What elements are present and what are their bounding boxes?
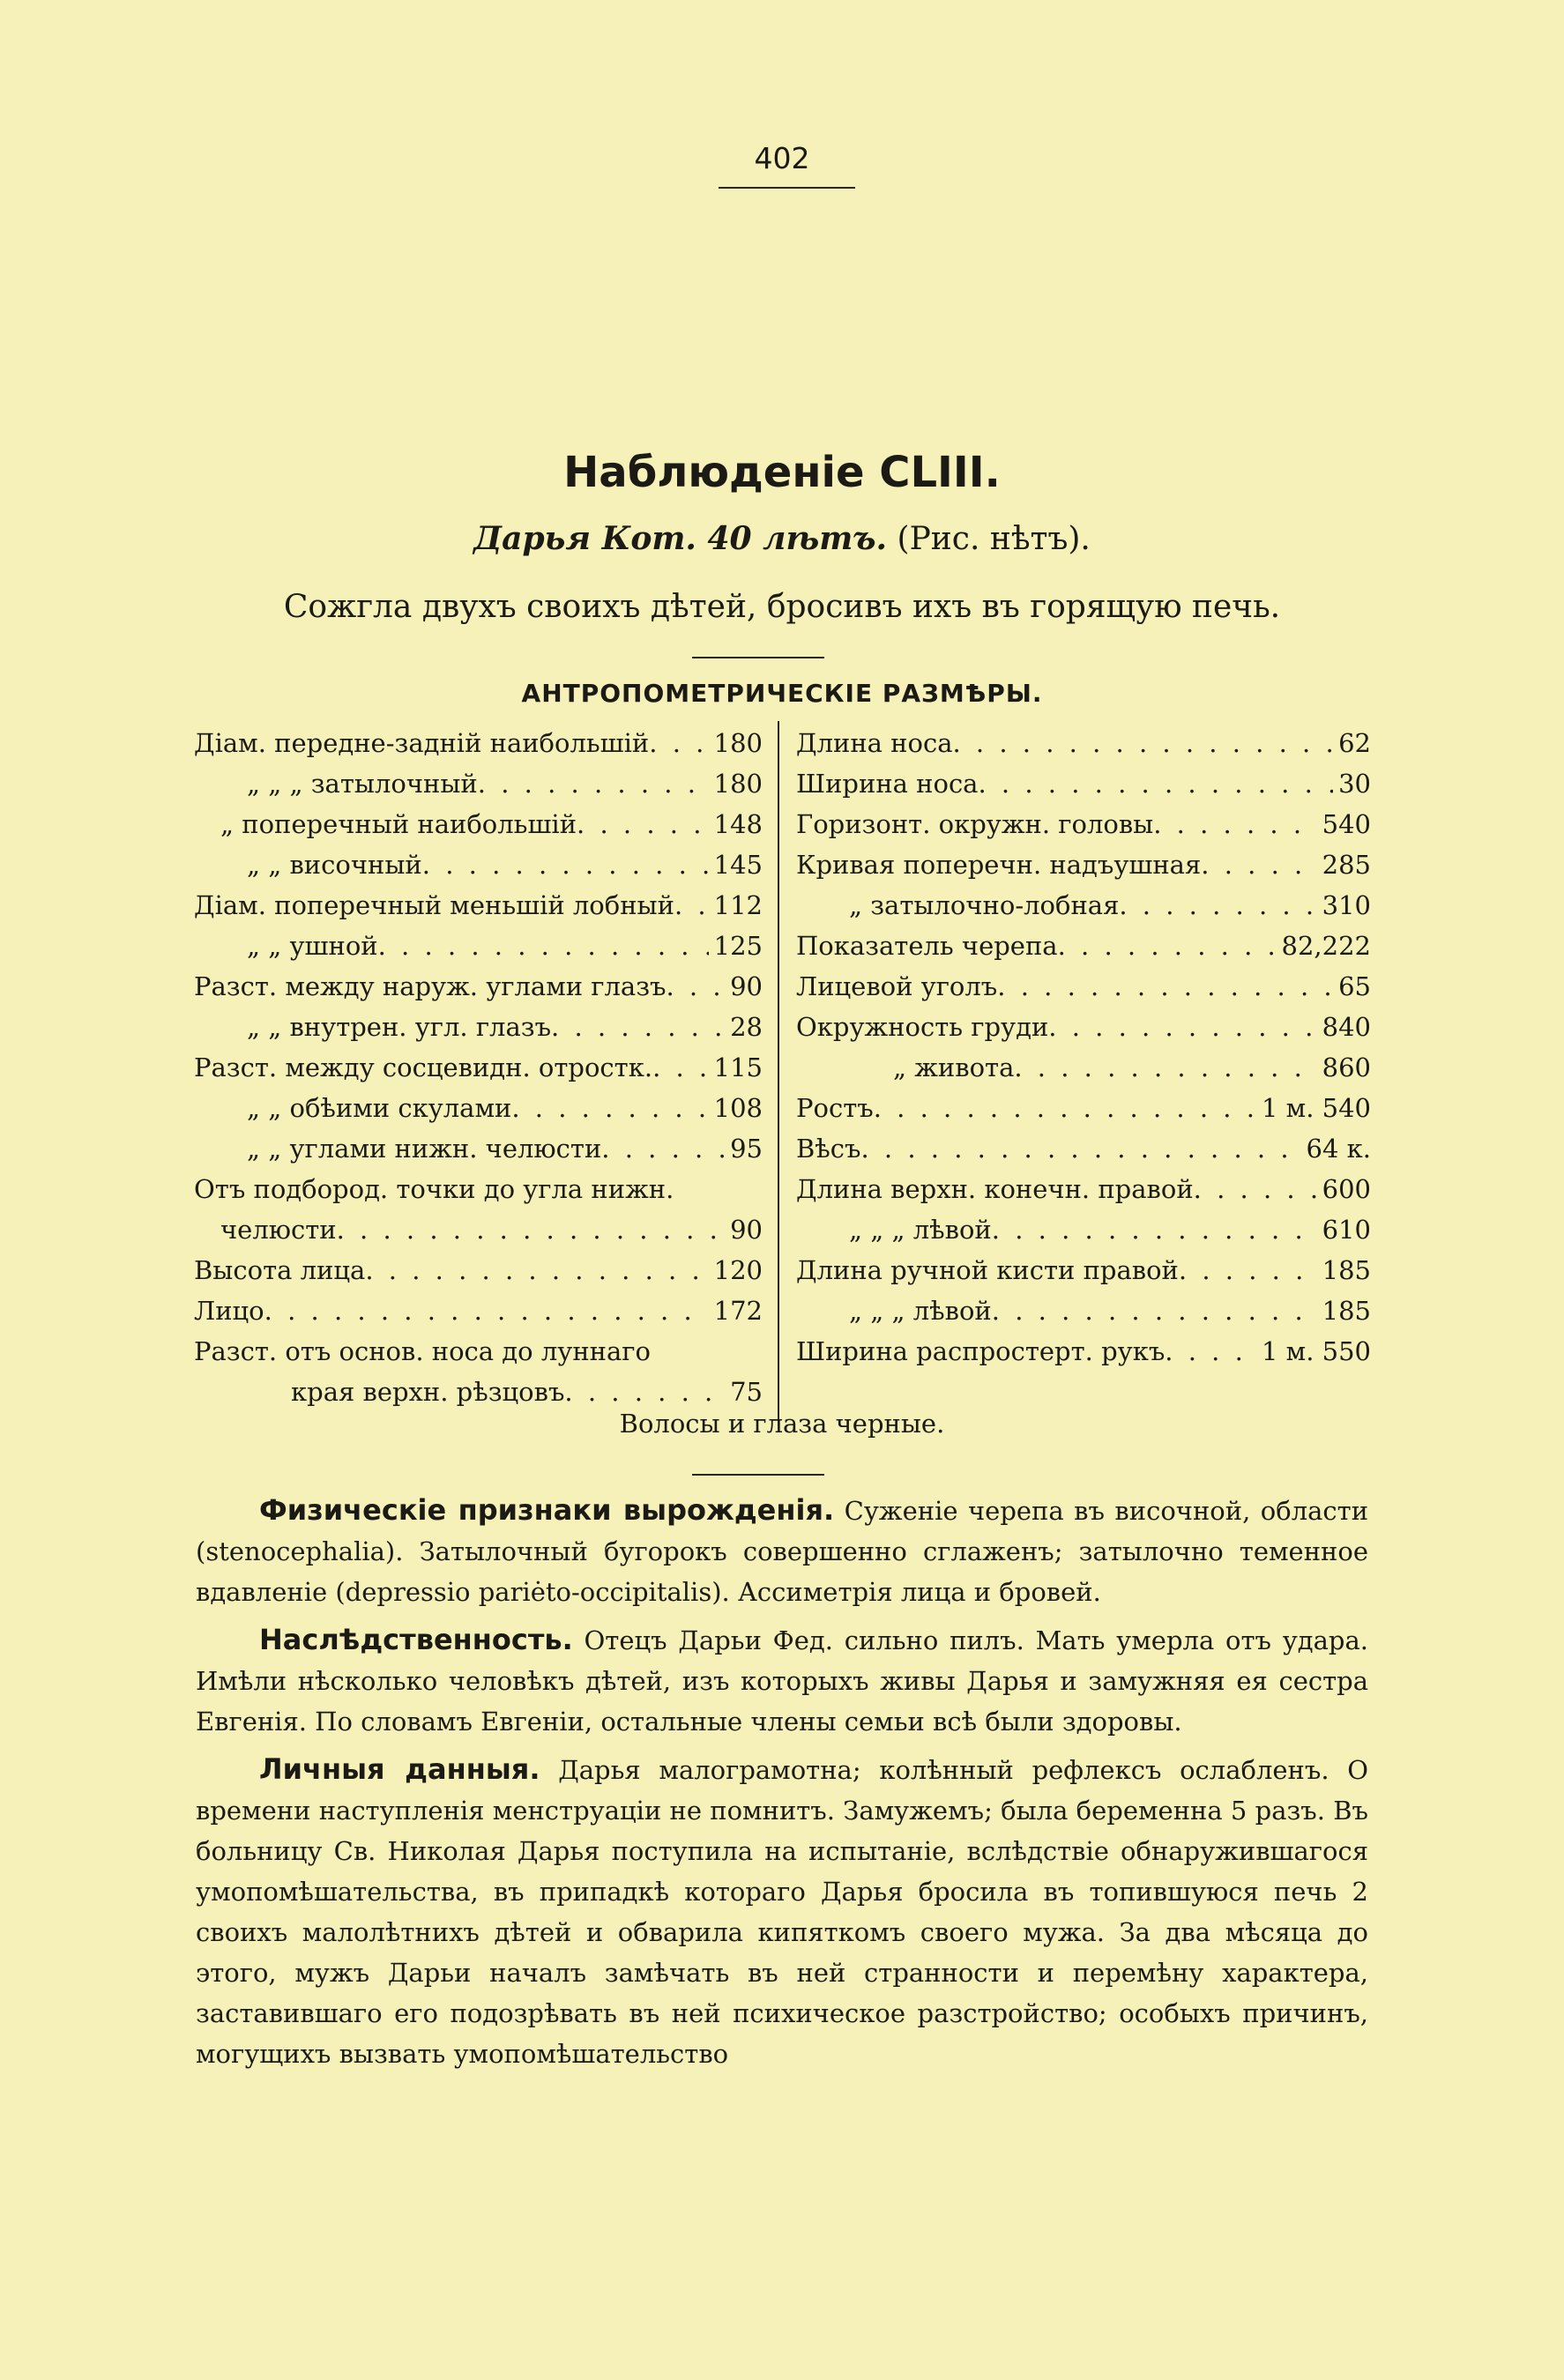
leader-dots: [649, 723, 708, 763]
measure-value: 125: [713, 931, 763, 961]
measure-row: [194, 1169, 763, 1209]
measure-label: Лицо: [194, 1296, 264, 1326]
measure-label: челюсти: [220, 1215, 337, 1245]
measure-row: [194, 1128, 763, 1169]
leader-dots: [874, 1088, 1256, 1128]
leader-dots: [1179, 1250, 1317, 1290]
leader-dots: [652, 1047, 709, 1088]
measure-row: [796, 1290, 1371, 1331]
measure-label: „ „ „ лѣвой: [849, 1215, 992, 1245]
measure-value: 112: [713, 890, 763, 920]
measure-label: края верхн. рѣзцовъ: [291, 1377, 565, 1407]
patient-name: Дарья Кот. 40 лѣтъ.: [473, 520, 888, 557]
measure-row: [796, 1250, 1371, 1290]
measure-row: [796, 1088, 1371, 1128]
leader-dots: [378, 926, 709, 966]
measure-label: „ „ височный: [247, 850, 422, 880]
leader-dots: [992, 1290, 1317, 1331]
measure-row: [194, 1047, 763, 1088]
leader-dots: [422, 844, 709, 885]
measure-label: Длина ручной кисти правой: [796, 1255, 1179, 1285]
section-heading: Физическіе признаки вырожденія.: [259, 1493, 835, 1527]
measure-label: „ „ внутрен. угл. глазъ: [247, 1012, 552, 1042]
measure-value: 145: [713, 850, 763, 880]
measure-label: Ширина распростерт. рукъ: [796, 1336, 1166, 1366]
measure-row: [194, 1290, 763, 1331]
measure-value: 115: [713, 1052, 763, 1082]
leader-dots: [997, 966, 1333, 1007]
leader-dots: [1153, 804, 1316, 844]
leader-dots: [564, 1372, 725, 1412]
measure-row: [194, 844, 763, 885]
section-heading: Наслѣдственность.: [259, 1623, 573, 1656]
measure-row: [796, 1331, 1371, 1372]
measure-value: 95: [730, 1134, 763, 1164]
observation-subtitle: [0, 520, 1564, 557]
paragraph-degeneration: [196, 1490, 1368, 1612]
measure-value: 180: [713, 728, 763, 758]
right-measurements: [796, 723, 1371, 1372]
measure-value: 185: [1322, 1255, 1371, 1285]
leader-dots: [601, 1128, 725, 1169]
measure-label: „ „ ушной: [247, 931, 378, 961]
measure-value: 82,222: [1281, 931, 1371, 961]
hair-eyes-note: Волосы и глаза черные.: [619, 1409, 945, 1439]
measure-row: [194, 1209, 763, 1250]
leader-dots: [1201, 844, 1316, 885]
section-heading: Личныя данныя.: [259, 1752, 540, 1786]
body-text: [196, 1490, 1368, 2081]
leader-dots: [264, 1290, 709, 1331]
measure-value: 65: [1338, 971, 1371, 1001]
measure-label: Отъ подбород. точки до угла нижн.: [194, 1174, 674, 1204]
measure-value: 148: [713, 809, 763, 839]
measure-row: [796, 1209, 1371, 1250]
observation-title: Наблюденіе CLIII.: [563, 448, 1001, 497]
measure-value: 185: [1322, 1296, 1371, 1326]
leader-dots: [978, 763, 1333, 804]
measure-row: [796, 1007, 1371, 1047]
measure-label: „ „ обѣими скулами: [247, 1093, 512, 1123]
measure-label: „ поперечный наибольшій: [220, 809, 577, 839]
measure-row: [796, 763, 1371, 804]
measure-value: 285: [1322, 850, 1371, 880]
measure-row: [796, 804, 1371, 844]
leader-dots: [1119, 885, 1316, 926]
measure-label: Діам. поперечный меньшій лобный: [194, 890, 674, 920]
measure-value: 64 к.: [1306, 1134, 1371, 1164]
measure-value: 28: [730, 1012, 763, 1042]
section-rule: [692, 1474, 824, 1476]
measure-row: [796, 723, 1371, 763]
measure-value: 75: [730, 1377, 763, 1407]
measure-value: 108: [713, 1093, 763, 1123]
heading-rule: [692, 657, 824, 658]
measure-label: Кривая поперечн. надъушная: [796, 850, 1202, 880]
measure-value: 62: [1338, 728, 1371, 758]
measure-value: 90: [730, 1215, 763, 1245]
measure-row: [796, 1047, 1371, 1088]
measure-row: [194, 885, 763, 926]
leader-dots: [365, 1250, 708, 1290]
measure-label: Высота лица: [194, 1255, 366, 1285]
measure-label: Длина носа: [796, 728, 953, 758]
measure-label: Вѣсъ: [796, 1134, 861, 1164]
paragraph-text: Суженіе черепа въ височной, области (stenocephalia). Затылочный бугорокъ совершенно сглаженъ; затылочно теменное вдавленіе (depressio pariėto-occipitalis). Ассиметрія лица и бровей.: [196, 1496, 1369, 1607]
measure-value: 1 м. 550: [1261, 1336, 1371, 1366]
measure-value: 860: [1322, 1052, 1371, 1082]
measure-row: [796, 926, 1371, 966]
measure-row: [796, 844, 1371, 885]
measure-label: „ затылочно-лобная: [849, 890, 1120, 920]
leader-dots: [952, 723, 1333, 763]
leader-dots: [666, 966, 725, 1007]
measure-value: 180: [713, 769, 763, 799]
leader-dots: [337, 1209, 725, 1250]
leader-dots: [1194, 1169, 1317, 1209]
measure-label: Ширина носа: [796, 769, 979, 799]
left-measurements: [194, 723, 763, 1412]
measure-value: 1 м. 540: [1261, 1093, 1371, 1123]
measure-row: [194, 1250, 763, 1290]
measure-row: [796, 1169, 1371, 1209]
measure-row: [194, 763, 763, 804]
leader-dots: [478, 763, 709, 804]
figure-note: (Рис. нѣтъ).: [897, 521, 1091, 557]
paragraph-personal: [196, 1749, 1368, 2074]
measure-label: „ живота: [893, 1052, 1015, 1082]
measure-label: „ „ углами нижн. челюсти: [247, 1134, 602, 1164]
measure-row: [796, 966, 1371, 1007]
measure-value: 600: [1322, 1174, 1371, 1204]
leader-dots: [1058, 926, 1277, 966]
leader-dots: [1165, 1331, 1256, 1372]
measure-label: Показатель черепа: [796, 931, 1058, 961]
measure-value: 90: [730, 971, 763, 1001]
anthropometry-heading: АНТРОПОМЕТРИЧЕСКІЕ РАЗМѢРЫ.: [521, 679, 1043, 708]
page-number: 402: [754, 141, 810, 175]
measure-label: „ „ „ лѣвой: [849, 1296, 992, 1326]
measure-label: Длина верхн. конечн. правой: [796, 1174, 1194, 1204]
measure-row: [194, 1088, 763, 1128]
paragraph-heredity: [196, 1619, 1368, 1742]
measure-label: Окружность груди: [796, 1012, 1049, 1042]
measure-row: [194, 966, 763, 1007]
measure-row: [796, 1128, 1371, 1169]
measure-value: 172: [713, 1296, 763, 1326]
column-divider: [778, 721, 779, 1426]
paragraph-text: Отецъ Дарьи Фед. сильно пилъ. Мать умерла отъ удара. Имѣли нѣсколько человѣкъ дѣтей, изъ которыхъ живы Дарья и замужняя ея сестра Евгенія. По словамъ Евгеніи, остальные члены семьи всѣ были здоровы.: [196, 1625, 1368, 1737]
leader-dots: [511, 1088, 708, 1128]
measure-value: 310: [1322, 890, 1371, 920]
measure-value: 840: [1322, 1012, 1371, 1042]
measure-row: [796, 885, 1371, 926]
measure-value: 30: [1338, 769, 1371, 799]
paragraph-text: Дарья малограмотна; колѣнный рефлексъ ослабленъ. О времени наступленія менструаціи не помнитъ. Замужемъ; была беременна 5 разъ. Въ больницу Св. Николая Дарья поступила на испытаніе, вслѣдствіе обнаружившагося умопомѣшательства, въ припадкѣ котораго Дарья бросила въ топившуюся печь 2 своихъ малолѣтнихъ дѣтей и обварила кипяткомъ своего мужа. За два мѣсяца до этого, мужъ Дарьи началъ замѣчать въ ней странности и перемѣну характера, заставившаго его подозрѣвать въ ней психическое разстройство; особыхъ причинъ, могущихъ вызвать умопомѣшательство: [196, 1755, 1369, 2069]
measure-label: Лицевой уголъ: [796, 971, 998, 1001]
measure-value: 120: [713, 1255, 763, 1285]
measure-row: [194, 804, 763, 844]
measure-row: [194, 1331, 763, 1372]
measure-label: Разст. отъ основ. носа до луннаго: [194, 1336, 651, 1366]
leader-dots: [861, 1128, 1301, 1169]
leader-dots: [577, 804, 709, 844]
measure-row: [194, 723, 763, 763]
measure-label: Горизонт. окружн. головы: [796, 809, 1154, 839]
leader-dots: [551, 1007, 725, 1047]
measure-label: Діам. передне-задній наибольшій: [194, 728, 650, 758]
measure-label: Разст. между сосцевидн. отростк.: [194, 1052, 653, 1082]
measure-row: [194, 1372, 763, 1412]
measure-label: „ „ „ затылочный: [247, 769, 478, 799]
measure-label: Разст. между наруж. углами глазъ: [194, 971, 667, 1001]
measure-value: 610: [1322, 1215, 1371, 1245]
measure-row: [194, 926, 763, 966]
measure-label: Ростъ: [796, 1093, 874, 1123]
case-summary: Сожгла двухъ своихъ дѣтей, бросивъ ихъ въ горящую печь.: [283, 589, 1281, 625]
leader-dots: [674, 885, 709, 926]
measure-row: [194, 1007, 763, 1047]
page-number-rule: [719, 187, 855, 189]
measure-value: 540: [1322, 809, 1371, 839]
leader-dots: [1014, 1047, 1316, 1088]
leader-dots: [992, 1209, 1317, 1250]
leader-dots: [1048, 1007, 1316, 1047]
